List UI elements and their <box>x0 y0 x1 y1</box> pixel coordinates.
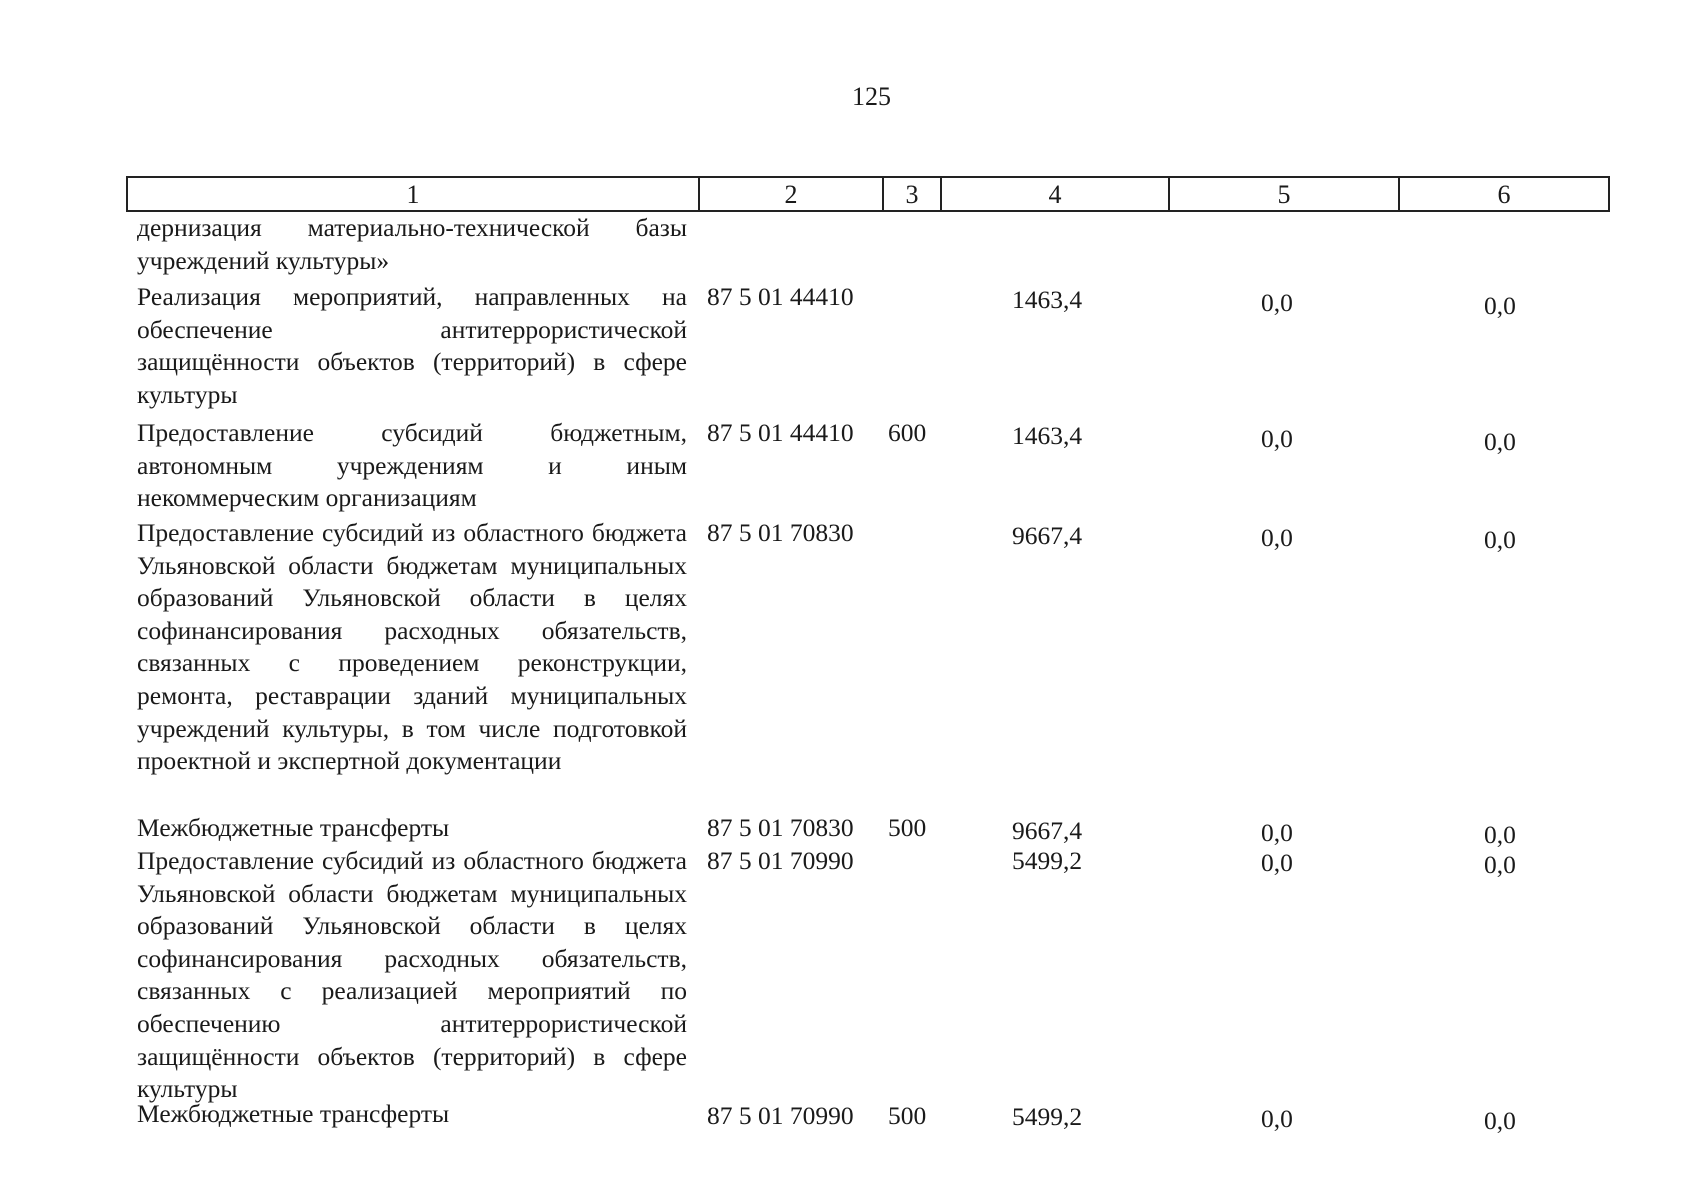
row-code: 87 5 01 70990 <box>707 846 854 875</box>
header-col-4: 4 <box>942 178 1170 210</box>
header-col-6: 6 <box>1497 180 1511 209</box>
header-col-2: 2 <box>700 178 884 210</box>
header-col-3: 3 <box>884 178 942 210</box>
row-description: Предоставление субсидий из областного бюджета Ульяновской области бюджетам муниципальных образований Ульяновской области в целях софинансирования расходных обязательств, связанных с проведением реконструкции, ремонта, реставрации зданий муниципальных учреждений культуры, в том числе подготовкой проектной и экспертной документации <box>137 518 687 776</box>
row-type: 500 <box>888 813 927 842</box>
row-value-6: 0,0 <box>1484 427 1516 456</box>
row-value-6: 0,0 <box>1484 1106 1516 1135</box>
row-value-6: 0,0 <box>1484 820 1516 849</box>
row-value-4: 5499,2 <box>1012 1102 1083 1131</box>
row-code: 87 5 01 70990 <box>707 1101 854 1130</box>
page-number: 125 <box>852 82 891 111</box>
row-value-6: 0,0 <box>1484 525 1516 554</box>
row-description: Предоставление субсидий из областного бюджета Ульяновской области бюджетам муниципальных образований Ульяновской области в целях софинансирования расходных обязательств, связанных с реализацией мероприятий по обеспечению антитеррористической защищённости объектов (территорий) в сфере культуры <box>137 846 687 1104</box>
table-header <box>126 176 1610 212</box>
row-value-5: 0,0 <box>1261 523 1293 552</box>
row-value-5: 0,0 <box>1261 288 1293 317</box>
row-value-6: 0,0 <box>1484 291 1516 320</box>
row-code: 87 5 01 44410 <box>707 418 854 447</box>
row-value-5: 0,0 <box>1261 818 1293 847</box>
row-value-5: 0,0 <box>1261 848 1293 877</box>
header-col-5: 5 <box>1170 178 1400 210</box>
row-value-6: 0,0 <box>1484 850 1516 879</box>
row-description: Реализация мероприятий, направленных на обеспечение антитеррористической защищённости объектов (территорий) в сфере культуры <box>137 282 687 409</box>
row-value-5: 0,0 <box>1261 1104 1293 1133</box>
row-description: Межбюджетные трансферты <box>137 1099 450 1128</box>
row-description: Предоставление субсидий бюджетным, автономным учреждениям и иным некоммерческим организациям <box>137 418 687 513</box>
row-value-4: 9667,4 <box>1012 816 1083 845</box>
row-value-4: 9667,4 <box>1012 521 1083 550</box>
row-code: 87 5 01 44410 <box>707 282 854 311</box>
row-value-4: 5499,2 <box>1012 846 1083 875</box>
row-description: Межбюджетные трансферты <box>137 813 450 842</box>
row-type: 500 <box>888 1101 927 1130</box>
row-description: дернизация материально-технической базы учреждений культуры» <box>137 213 687 275</box>
row-value-4: 1463,4 <box>1012 421 1083 450</box>
row-value-4: 1463,4 <box>1012 285 1083 314</box>
row-value-5: 0,0 <box>1261 424 1293 453</box>
header-col-1: 1 <box>128 178 700 210</box>
row-code: 87 5 01 70830 <box>707 518 854 547</box>
row-code: 87 5 01 70830 <box>707 813 854 842</box>
row-type: 600 <box>888 418 927 447</box>
